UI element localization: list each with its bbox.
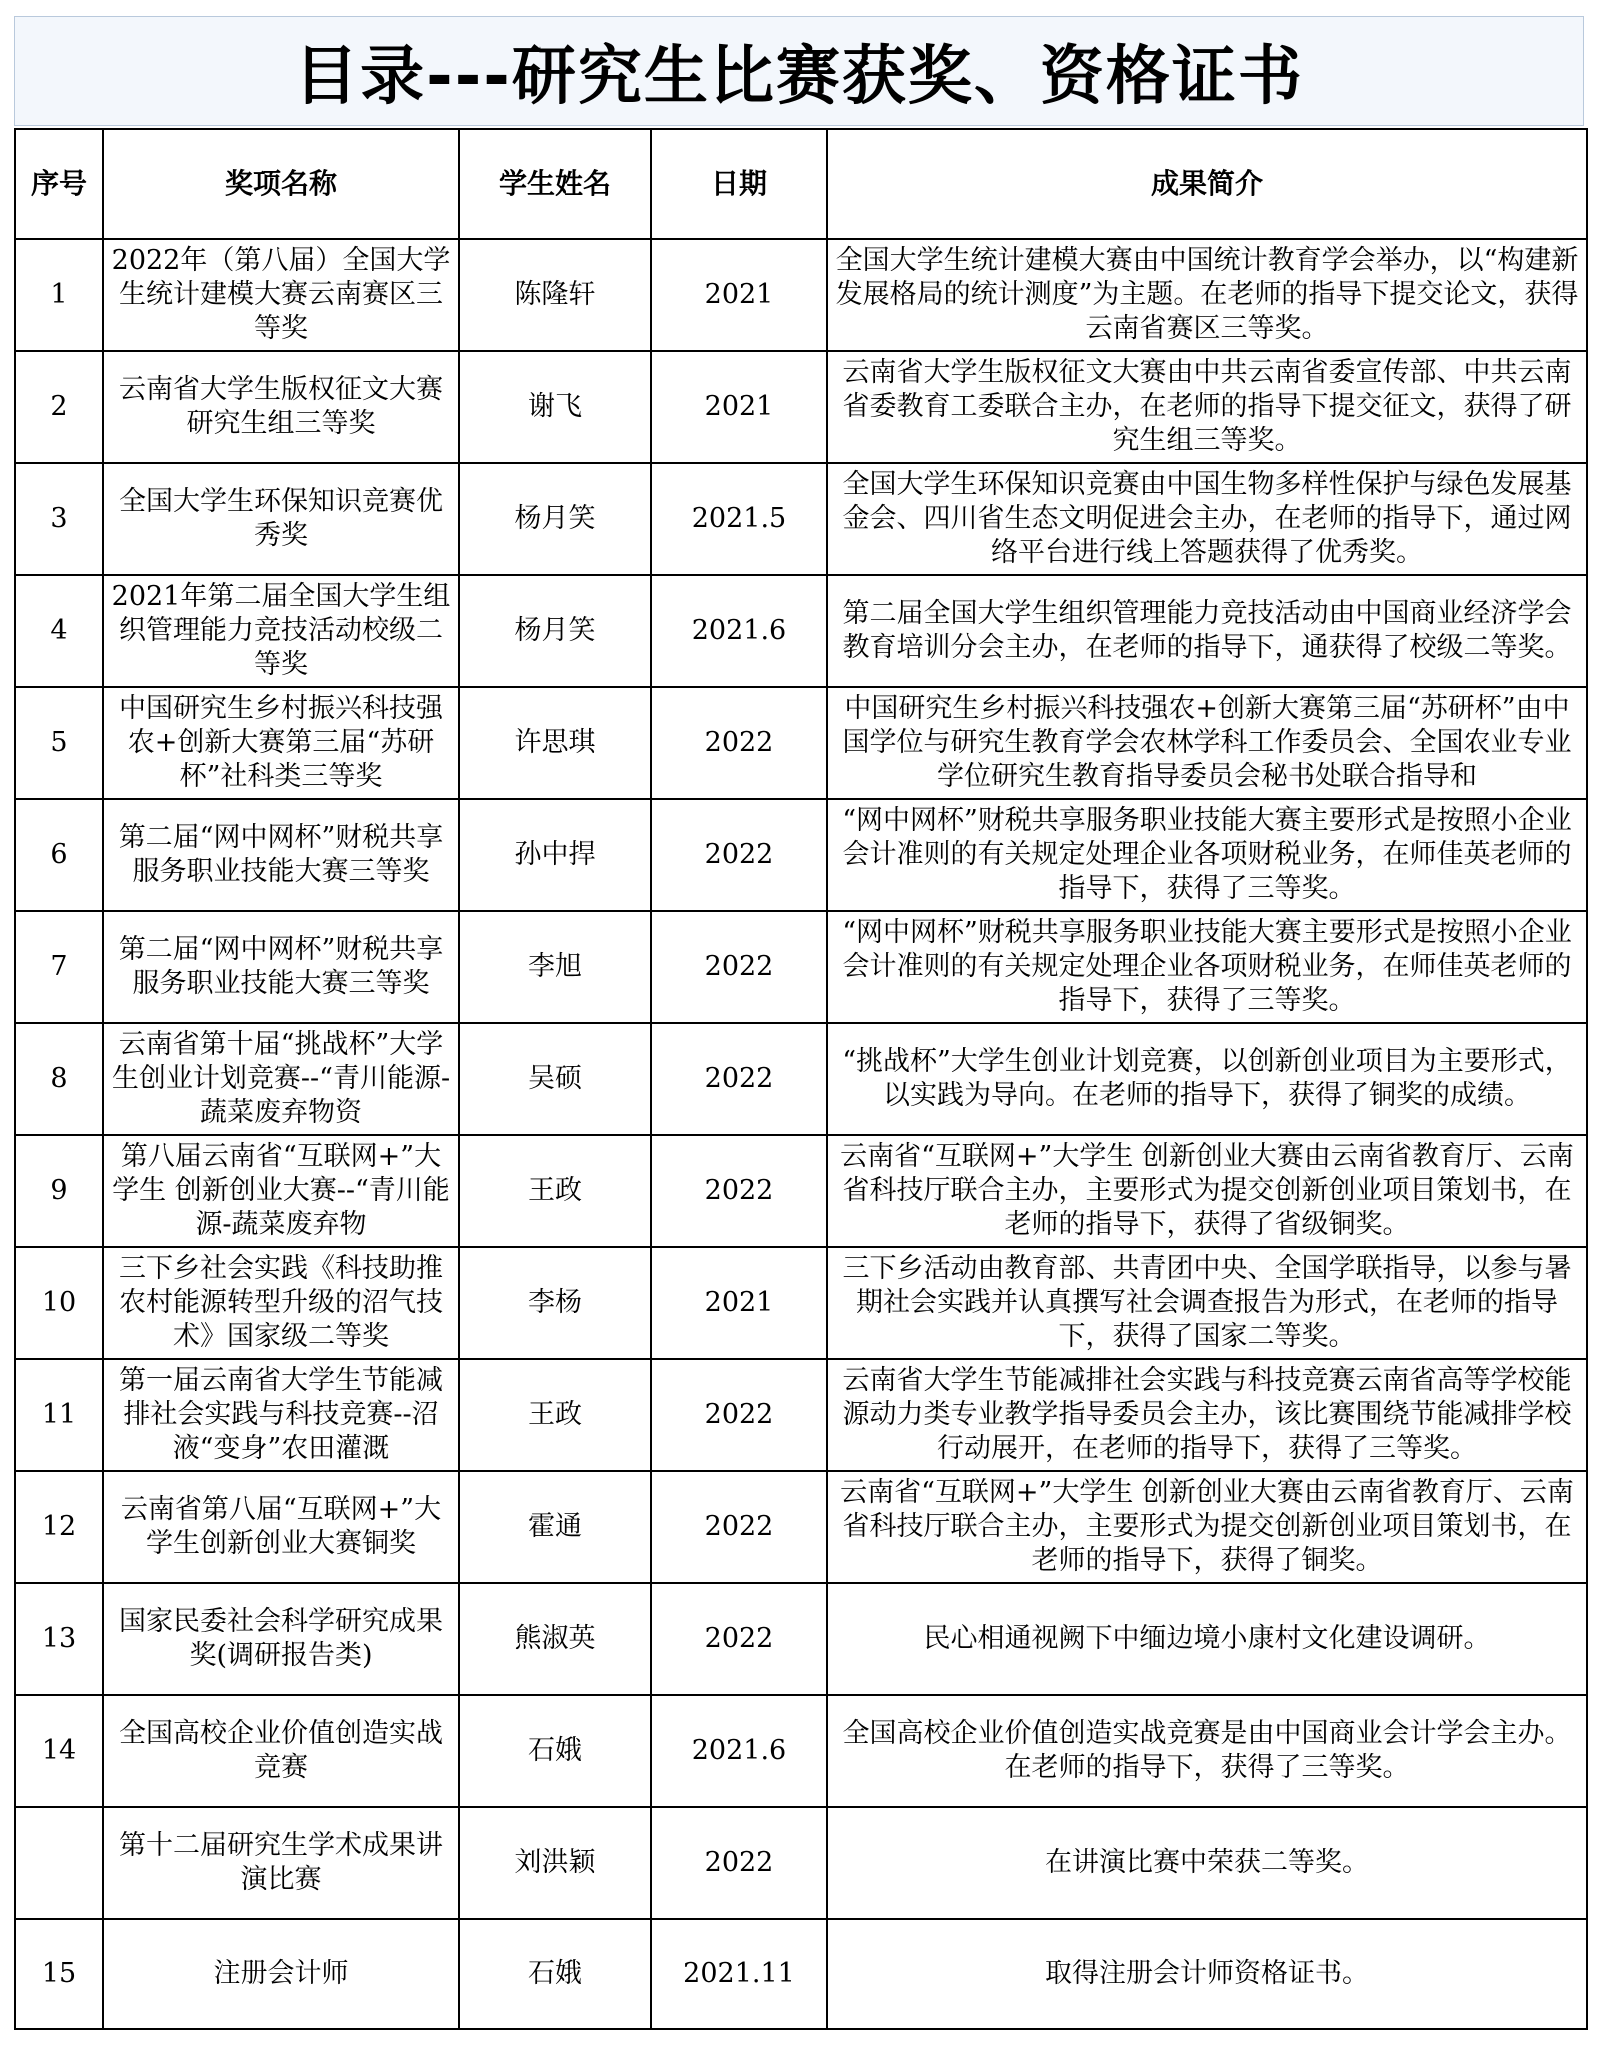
cell-award bbox=[103, 1359, 459, 1471]
cell-student-text: 李旭 bbox=[528, 951, 582, 982]
cell-award bbox=[103, 239, 459, 351]
cell-student bbox=[459, 911, 651, 1023]
cell-student-text: 石娥 bbox=[528, 1735, 582, 1766]
cell-date bbox=[651, 1471, 827, 1583]
cell-number-text: 10 bbox=[41, 1287, 77, 1318]
table-row bbox=[15, 687, 1587, 799]
cell-number-text bbox=[22, 1812, 96, 1914]
awards-table bbox=[14, 128, 1588, 2030]
title-banner bbox=[14, 16, 1584, 126]
cell-student-text: 刘洪颖 bbox=[514, 1847, 596, 1878]
table-row bbox=[15, 1359, 1587, 1471]
cell-summary-text: 取得注册会计师资格证书。 bbox=[1045, 1958, 1369, 1989]
cell-award bbox=[103, 1807, 459, 1919]
cell-student-text: 王政 bbox=[528, 1175, 582, 1206]
cell-number-text: 3 bbox=[50, 503, 68, 534]
cell-date bbox=[651, 1247, 827, 1359]
cell-student-text: 熊淑英 bbox=[514, 1623, 596, 1654]
cell-award bbox=[103, 911, 459, 1023]
table-row bbox=[15, 1471, 1587, 1583]
cell-student bbox=[459, 687, 651, 799]
cell-date-text: 2022 bbox=[704, 1623, 774, 1654]
cell-student-text: 杨月笑 bbox=[514, 503, 596, 534]
table-row bbox=[15, 575, 1587, 687]
cell-summary-text: “挑战杯”大学生创业计划竞赛，以创新创业项目为主要形式，以实践为导向。在老师的指导下，获得了铜奖的成绩。 bbox=[842, 1046, 1572, 1111]
cell-date bbox=[651, 463, 827, 575]
header-date: 日期 bbox=[651, 129, 827, 239]
table-row bbox=[15, 1247, 1587, 1359]
cell-summary bbox=[827, 1919, 1587, 2029]
cell-date-text: 2021 bbox=[704, 391, 774, 422]
table-body bbox=[15, 239, 1587, 2029]
cell-student-text: 李杨 bbox=[528, 1287, 582, 1318]
cell-summary-text: 三下乡活动由教育部、共青团中央、全国学联指导，以参与暑期社会实践并认真撰写社会调查报告为形式，在老师的指导下，获得了国家二等奖。 bbox=[842, 1253, 1572, 1352]
cell-date-text: 2021.5 bbox=[691, 503, 787, 534]
cell-number-text: 1 bbox=[50, 279, 68, 310]
cell-number bbox=[15, 799, 103, 911]
cell-summary bbox=[827, 1135, 1587, 1247]
table-row bbox=[15, 1919, 1587, 2029]
header-number: 序号 bbox=[15, 129, 103, 239]
cell-award bbox=[103, 687, 459, 799]
cell-award-text: 国家民委社会科学研究成果奖(调研报告类) bbox=[119, 1606, 443, 1671]
cell-summary bbox=[827, 1583, 1587, 1695]
cell-student-text: 孙中捍 bbox=[514, 839, 596, 870]
cell-award-text: 2022年（第八届）全国大学生统计建模大赛云南赛区三等奖 bbox=[111, 245, 451, 344]
cell-number-text: 8 bbox=[50, 1063, 68, 1094]
cell-student-text: 霍通 bbox=[528, 1511, 582, 1542]
cell-number-text: 13 bbox=[41, 1623, 77, 1654]
cell-number bbox=[15, 1919, 103, 2029]
cell-date bbox=[651, 1135, 827, 1247]
cell-number-text: 5 bbox=[50, 727, 68, 758]
cell-date bbox=[651, 1359, 827, 1471]
cell-student bbox=[459, 1807, 651, 1919]
cell-number bbox=[15, 1583, 103, 1695]
cell-award bbox=[103, 351, 459, 463]
cell-award-text: 三下乡社会实践《科技助推农村能源转型升级的沼气技术》国家级二等奖 bbox=[119, 1253, 443, 1352]
cell-student-text: 许思琪 bbox=[514, 727, 596, 758]
cell-date-text: 2021 bbox=[704, 279, 774, 310]
cell-summary bbox=[827, 911, 1587, 1023]
cell-summary-text: 云南省大学生版权征文大赛由中共云南省委宣传部、中共云南省委教育工委联合主办，在老师的指导下提交征文，获得了研究生组三等奖。 bbox=[842, 357, 1572, 456]
cell-summary bbox=[827, 239, 1587, 351]
cell-student-text: 陈隆轩 bbox=[514, 279, 596, 310]
cell-award-text: 云南省第十届“挑战杯”大学生创业计划竞赛--“青川能源-蔬菜废弃物资 bbox=[111, 1029, 451, 1128]
cell-student bbox=[459, 575, 651, 687]
cell-summary bbox=[827, 1359, 1587, 1471]
cell-date-text: 2022 bbox=[704, 1511, 774, 1542]
cell-summary-text: 云南省“互联网+”大学生 创新创业大赛由云南省教育厅、云南省科技厅联合主办，主要形式为提交创新创业项目策划书，在老师的指导下，获得了省级铜奖。 bbox=[840, 1141, 1574, 1240]
cell-student bbox=[459, 1583, 651, 1695]
header-award: 奖项名称 bbox=[103, 129, 459, 239]
cell-date-text: 2022 bbox=[704, 727, 774, 758]
cell-number-text: 2 bbox=[50, 391, 68, 422]
cell-award bbox=[103, 1023, 459, 1135]
cell-date bbox=[651, 351, 827, 463]
cell-date-text: 2022 bbox=[704, 1063, 774, 1094]
table-row bbox=[15, 463, 1587, 575]
cell-summary-text: 第二届全国大学生组织管理能力竞技活动由中国商业经济学会教育培训分会主办，在老师的指导下，通获得了校级二等奖。 bbox=[842, 598, 1572, 663]
cell-summary bbox=[827, 575, 1587, 687]
cell-award bbox=[103, 1919, 459, 2029]
cell-summary bbox=[827, 687, 1587, 799]
cell-number-text: 6 bbox=[50, 839, 68, 870]
cell-date bbox=[651, 575, 827, 687]
cell-summary-text: 云南省“互联网+”大学生 创新创业大赛由云南省教育厅、云南省科技厅联合主办，主要形式为提交创新创业项目策划书，在老师的指导下，获得了铜奖。 bbox=[840, 1477, 1574, 1576]
cell-award-text: 云南省第八届“互联网+”大学生创新创业大赛铜奖 bbox=[120, 1494, 442, 1559]
cell-student-text: 石娥 bbox=[528, 1958, 582, 1989]
cell-summary bbox=[827, 1695, 1587, 1807]
cell-date bbox=[651, 1695, 827, 1807]
cell-student bbox=[459, 1695, 651, 1807]
header-summary: 成果简介 bbox=[827, 129, 1587, 239]
cell-date-text: 2022 bbox=[704, 1847, 774, 1878]
cell-summary-text: “网中网杯”财税共享服务职业技能大赛主要形式是按照小企业会计准则的有关规定处理企业各项财税业务，在师佳英老师的指导下，获得了三等奖。 bbox=[842, 917, 1572, 1016]
cell-award bbox=[103, 1471, 459, 1583]
table-row bbox=[15, 351, 1587, 463]
cell-summary-text: 全国高校企业价值创造实战竞赛是由中国商业会计学会主办。在老师的指导下，获得了三等奖。 bbox=[842, 1718, 1572, 1783]
cell-student bbox=[459, 1919, 651, 2029]
cell-number-text: 15 bbox=[41, 1958, 77, 1989]
cell-number bbox=[15, 463, 103, 575]
cell-summary bbox=[827, 463, 1587, 575]
cell-summary-text: 全国大学生统计建模大赛由中国统计教育学会举办，以“构建新发展格局的统计测度”为主题。在老师的指导下提交论文，获得云南省赛区三等奖。 bbox=[835, 245, 1579, 344]
cell-student bbox=[459, 1359, 651, 1471]
table-row bbox=[15, 1807, 1587, 1919]
cell-student-text: 王政 bbox=[528, 1399, 582, 1430]
cell-award-text: 全国高校企业价值创造实战竞赛 bbox=[119, 1718, 443, 1783]
cell-award-text: 第二届“网中网杯”财税共享服务职业技能大赛三等奖 bbox=[118, 822, 444, 887]
table-row bbox=[15, 799, 1587, 911]
cell-student bbox=[459, 1135, 651, 1247]
cell-number bbox=[15, 1135, 103, 1247]
cell-date-text: 2021.11 bbox=[683, 1958, 795, 1989]
cell-number-text: 7 bbox=[50, 951, 68, 982]
cell-award bbox=[103, 463, 459, 575]
cell-date bbox=[651, 1583, 827, 1695]
cell-student-text: 谢飞 bbox=[528, 391, 582, 422]
cell-date bbox=[651, 799, 827, 911]
cell-award-text: 中国研究生乡村振兴科技强农+创新大赛第三届“苏研杯”社科类三等奖 bbox=[119, 693, 443, 792]
cell-date-text: 2022 bbox=[704, 839, 774, 870]
cell-date-text: 2022 bbox=[704, 1399, 774, 1430]
cell-award bbox=[103, 1583, 459, 1695]
cell-date-text: 2021.6 bbox=[691, 1735, 787, 1766]
cell-date bbox=[651, 239, 827, 351]
cell-award bbox=[103, 1695, 459, 1807]
cell-award bbox=[103, 575, 459, 687]
cell-number-text: 9 bbox=[50, 1175, 68, 1206]
cell-award-text: 全国大学生环保知识竞赛优秀奖 bbox=[119, 486, 443, 551]
cell-award-text: 第二届“网中网杯”财税共享服务职业技能大赛三等奖 bbox=[118, 934, 444, 999]
cell-number bbox=[15, 575, 103, 687]
cell-number bbox=[15, 687, 103, 799]
cell-student-text: 吴硕 bbox=[528, 1063, 582, 1094]
cell-summary bbox=[827, 1023, 1587, 1135]
cell-summary bbox=[827, 1247, 1587, 1359]
cell-date bbox=[651, 911, 827, 1023]
cell-date bbox=[651, 1919, 827, 2029]
cell-student bbox=[459, 799, 651, 911]
cell-student bbox=[459, 1023, 651, 1135]
cell-award-text: 第一届云南省大学生节能减排社会实践与科技竞赛--沼液“变身”农田灌溉 bbox=[119, 1365, 443, 1464]
header-student: 学生姓名 bbox=[459, 129, 651, 239]
cell-award bbox=[103, 1135, 459, 1247]
cell-date bbox=[651, 687, 827, 799]
cell-award-text: 云南省大学生版权征文大赛研究生组三等奖 bbox=[119, 374, 443, 439]
cell-number bbox=[15, 1359, 103, 1471]
cell-summary-text: 民心相通视阙下中缅边境小康村文化建设调研。 bbox=[923, 1623, 1491, 1654]
cell-summary bbox=[827, 1471, 1587, 1583]
cell-number-text: 12 bbox=[41, 1511, 77, 1542]
cell-number bbox=[15, 911, 103, 1023]
cell-student bbox=[459, 239, 651, 351]
cell-number bbox=[15, 1471, 103, 1583]
cell-summary-text: 中国研究生乡村振兴科技强农+创新大赛第三届“苏研杯”由中国学位与研究生教育学会农林学科工作委员会、全国农业专业学位研究生教育指导委员会秘书处联合指导和 bbox=[842, 693, 1572, 792]
cell-award-text: 第八届云南省“互联网+”大学生 创新创业大赛--“青川能源-蔬菜废弃物 bbox=[112, 1141, 450, 1240]
cell-summary bbox=[827, 799, 1587, 911]
cell-student bbox=[459, 1247, 651, 1359]
cell-student bbox=[459, 1471, 651, 1583]
cell-date-text: 2021.6 bbox=[691, 615, 787, 646]
cell-student-text: 杨月笑 bbox=[514, 615, 596, 646]
cell-number-text: 11 bbox=[41, 1399, 77, 1430]
cell-summary-text: “网中网杯”财税共享服务职业技能大赛主要形式是按照小企业会计准则的有关规定处理企业各项财税业务，在师佳英老师的指导下，获得了三等奖。 bbox=[842, 805, 1572, 904]
cell-date-text: 2022 bbox=[704, 951, 774, 982]
cell-student bbox=[459, 463, 651, 575]
cell-summary bbox=[827, 1807, 1587, 1919]
cell-number bbox=[15, 351, 103, 463]
cell-award-text: 注册会计师 bbox=[213, 1958, 349, 1989]
table-header-row bbox=[15, 129, 1587, 239]
table-row bbox=[15, 1023, 1587, 1135]
cell-number-text: 14 bbox=[41, 1735, 77, 1766]
table-row bbox=[15, 1695, 1587, 1807]
cell-award-text: 2021年第二届全国大学生组织管理能力竞技活动校级二等奖 bbox=[111, 581, 451, 680]
cell-summary-text: 云南省大学生节能减排社会实践与科技竞赛云南省高等学校能源动力类专业教学指导委员会主办，该比赛围绕节能减排学校行动展开，在老师的指导下，获得了三等奖。 bbox=[842, 1365, 1572, 1464]
cell-summary bbox=[827, 351, 1587, 463]
cell-summary-text: 在讲演比赛中荣获二等奖。 bbox=[1045, 1847, 1369, 1878]
cell-award bbox=[103, 1247, 459, 1359]
cell-student bbox=[459, 351, 651, 463]
table-row bbox=[15, 239, 1587, 351]
table-row bbox=[15, 911, 1587, 1023]
cell-award-text: 第十二届研究生学术成果讲演比赛 bbox=[119, 1830, 443, 1895]
table-row bbox=[15, 1583, 1587, 1695]
page-title: 目录---研究生比赛获奖、资格证书 bbox=[294, 40, 1304, 114]
cell-number bbox=[15, 1695, 103, 1807]
cell-date bbox=[651, 1023, 827, 1135]
cell-date-text: 2021 bbox=[704, 1287, 774, 1318]
cell-date-text: 2022 bbox=[704, 1175, 774, 1206]
cell-number bbox=[15, 239, 103, 351]
cell-award bbox=[103, 799, 459, 911]
table-row bbox=[15, 1135, 1587, 1247]
cell-date bbox=[651, 1807, 827, 1919]
cell-number-text: 4 bbox=[50, 615, 68, 646]
cell-summary-text: 全国大学生环保知识竞赛由中国生物多样性保护与绿色发展基金会、四川省生态文明促进会主办，在老师的指导下，通过网络平台进行线上答题获得了优秀奖。 bbox=[842, 469, 1572, 568]
cell-number bbox=[15, 1023, 103, 1135]
cell-number bbox=[15, 1247, 103, 1359]
cell-number bbox=[15, 1807, 103, 1919]
